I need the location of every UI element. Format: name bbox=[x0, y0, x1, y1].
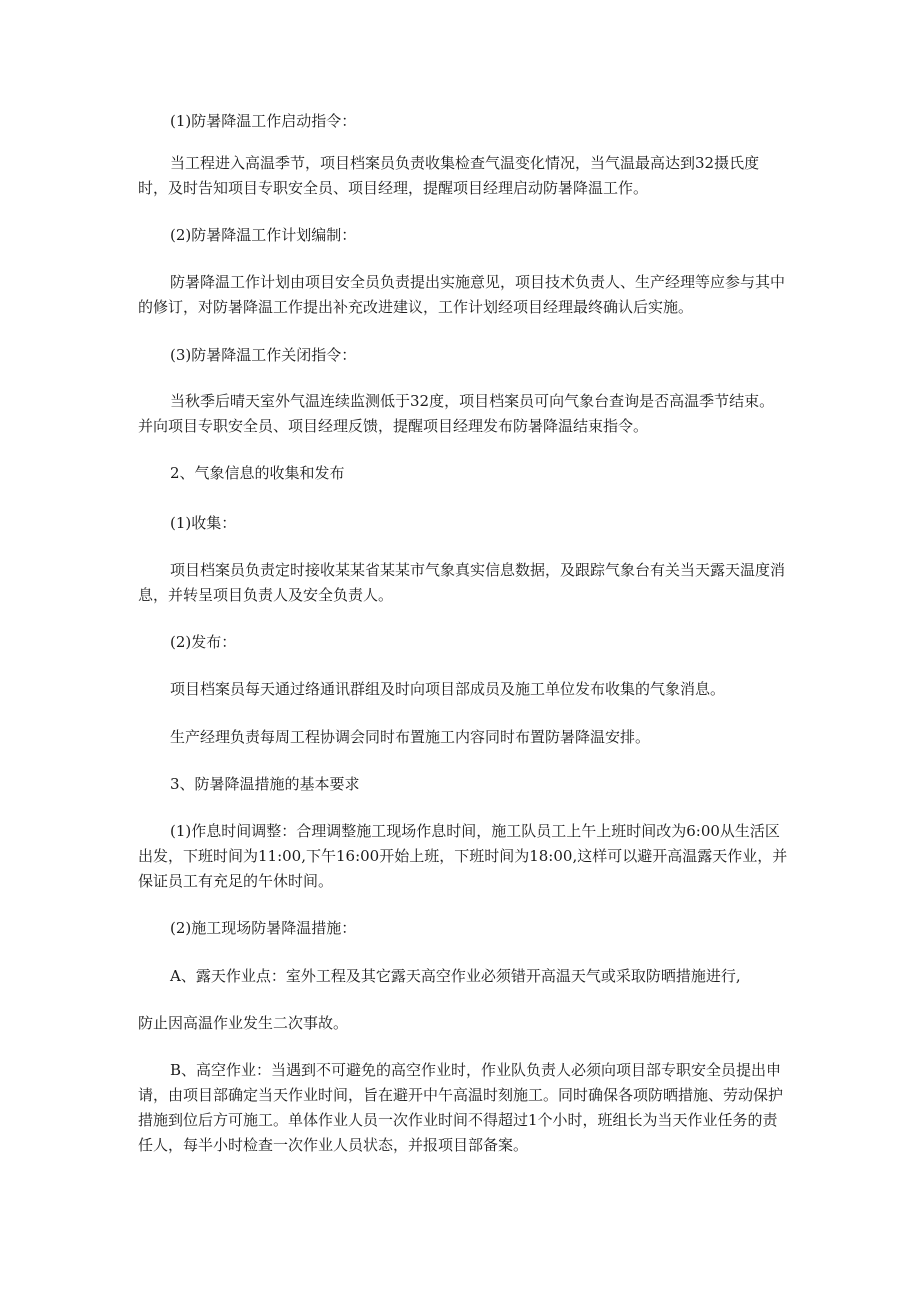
paragraph-collection: 项目档案员负责定时接收某某省某某市气象真实信息数据，及跟踪气象台有关当天露天温度消息，并转呈项目负责人及安全负责人。 bbox=[138, 561, 786, 604]
paragraph-outdoor-work-continued: 防止因高温作业发生二次事故。 bbox=[138, 1014, 349, 1032]
heading-site-measures: (2)施工现场防暑降温措施： bbox=[170, 919, 357, 937]
section-heading-basic-requirements: 3、防暑降温措施的基本要求 bbox=[170, 775, 360, 793]
paragraph-schedule-adjustment: (1)作息时间调整：合理调整施工现场作息时间，施工队员工上午上班时间改为6:00从生活区出发，下班时间为11:00,下午16:00开始上班，下班时间为18:00,这样可以避开高温露天作业，并保证员工有充足的午休时间。 bbox=[138, 822, 788, 890]
paragraph-startup-command: 当工程进入高温季节，项目档案员负责收集检查气温变化情况，当气温最高达到32摄氏度时，及时告知项目专职安全员、项目经理，提醒项目经理启动防暑降温工作。 bbox=[138, 154, 760, 197]
heading-close-command: (3)防暑降温工作关闭指令： bbox=[170, 346, 357, 364]
paragraph-weekly-meeting: 生产经理负责每周工程协调会同时布置施工内容同时布置防暑降温安排。 bbox=[170, 728, 651, 746]
paragraph-high-altitude-work: B、高空作业：当遇到不可避免的高空作业时，作业队负责人必须向项目部专职安全员提出申请，由项目部确定当天作业时间，旨在避开中午高温时刻施工。同时确保各项防晒措施、劳动保护措施到位后方可施工。单体作业人员一次作业时间不得超过1个小时，班组长为当天作业任务的责任人，每半小时检查一次作业人员状态，并报项目部备案。 bbox=[138, 1061, 784, 1154]
heading-release: (2)发布： bbox=[170, 633, 237, 651]
section-heading-weather-info: 2、气象信息的收集和发布 bbox=[170, 464, 345, 482]
paragraph-outdoor-work: A、露天作业点：室外工程及其它露天高空作业必须错开高温天气或采取防晒措施进行, bbox=[170, 967, 741, 985]
paragraph-plan-compilation: 防暑降温工作计划由项目安全员负责提出实施意见，项目技术负责人、生产经理等应参与其中的修订，对防暑降温工作提出补充改进建议，工作计划经项目经理最终确认后实施。 bbox=[138, 273, 786, 316]
heading-collection: (1)收集： bbox=[170, 514, 237, 532]
heading-plan-compilation: (2)防暑降温工作计划编制： bbox=[170, 226, 357, 244]
paragraph-close-command: 当秋季后晴天室外气温连续监测低于32度，项目档案员可向气象台查询是否高温季节结束。并向项目专职安全员、项目经理反馈，提醒项目经理发布防暑降温结束指令。 bbox=[138, 392, 775, 435]
heading-startup-command: (1)防暑降温工作启动指令： bbox=[170, 112, 357, 130]
paragraph-release: 项目档案员每天通过络通讯群组及时向项目部成员及施工单位发布收集的气象消息。 bbox=[170, 680, 726, 698]
